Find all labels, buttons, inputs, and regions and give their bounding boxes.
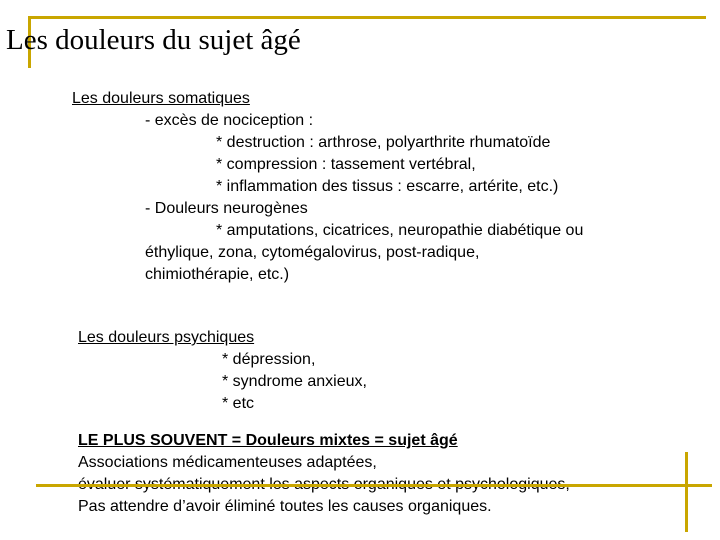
decorative-bar-bottom [36, 484, 712, 487]
somatic-line: chimiothérapie, etc.) [145, 266, 290, 283]
slide-title: Les douleurs du sujet âgé [6, 24, 301, 56]
decorative-bar-right [685, 452, 688, 532]
psychic-heading: Les douleurs psychiques [78, 329, 255, 346]
somatic-line: * inflammation des tissus : escarre, artérite, etc.) [216, 178, 559, 195]
summary-line: Associations médicamenteuses adaptées, [78, 454, 377, 471]
somatic-line: - Douleurs neurogènes [145, 200, 308, 217]
somatic-line: éthylique, zona, cytomégalovirus, post-radique, [145, 244, 480, 261]
somatic-line: * destruction : arthrose, polyarthrite rhumatoïde [216, 134, 551, 151]
summary-heading: LE PLUS SOUVENT = Douleurs mixtes = sujet âgé [78, 432, 458, 449]
somatic-line: * amputations, cicatrices, neuropathie diabétique ou [216, 222, 584, 239]
somatic-line: * compression : tassement vertébral, [216, 156, 476, 173]
summary-line: Pas attendre d’avoir éliminé toutes les causes organiques. [78, 498, 492, 515]
psychic-line: * dépression, [222, 351, 316, 368]
somatic-line: - excès de nociception : [145, 112, 314, 129]
somatic-heading: Les douleurs somatiques [72, 90, 250, 107]
decorative-bar-top [28, 16, 706, 19]
psychic-line: * etc [222, 395, 255, 412]
psychic-line: * syndrome anxieux, [222, 373, 367, 390]
